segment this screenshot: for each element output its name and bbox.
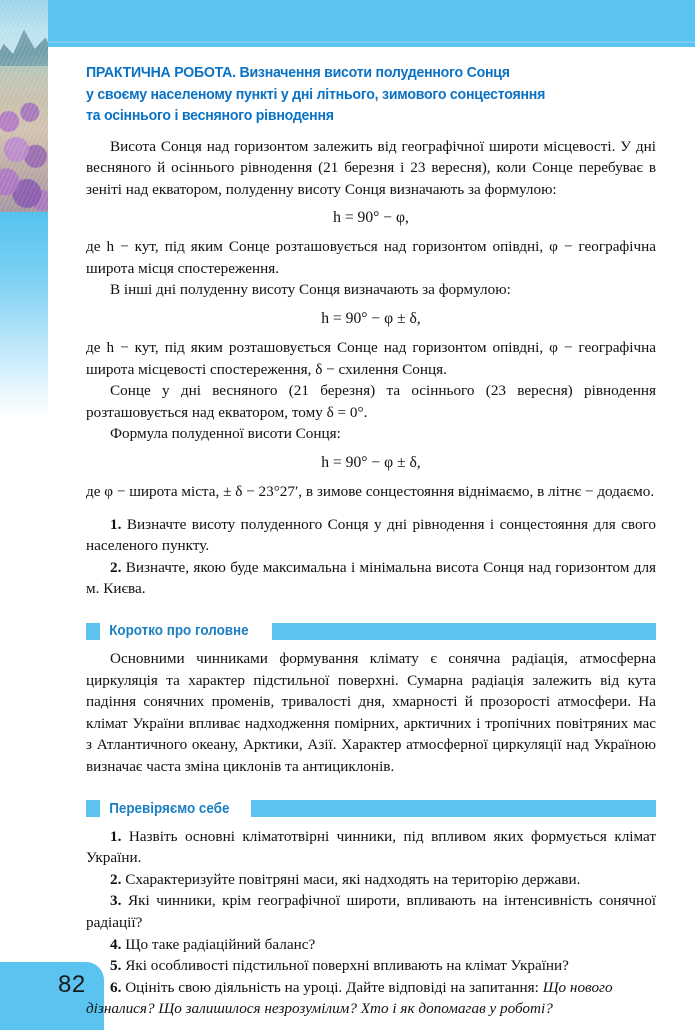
task-text: Визначте висоту полуденного Сонця у дні рівнодення і сонцестояння для свого населеного пункту.: [86, 515, 656, 555]
decorative-photo-strip: [0, 0, 48, 212]
paragraph-3: В інші дні полуденну висоту Сонця визначають за формулою:: [110, 281, 511, 299]
section-header-summary: [86, 622, 656, 640]
question-item: [86, 977, 656, 1020]
task-number: 1.: [110, 515, 122, 533]
question-text: Які особливості підстильної поверхні впливають на клімат України?: [125, 957, 569, 975]
top-banner-accent-line: [0, 41, 695, 43]
section-header-label: Коротко про головне: [109, 623, 249, 639]
task-text: Визначте, якою буде максимальна і мінімальна висота Сонця над горизонтом для м. Києва.: [86, 558, 657, 598]
question-item: [86, 869, 656, 891]
photo-grain-overlay: [0, 0, 48, 212]
section-marker-square: [86, 800, 100, 817]
question-number: 6.: [110, 978, 122, 996]
question-number: 1.: [110, 827, 122, 845]
task-item: [86, 557, 656, 600]
task-list: [86, 514, 656, 600]
section-header-label: Перевіряємо себе: [109, 800, 230, 817]
question-text: Схарактеризуйте повітряні маси, які надходять на територію держави.: [125, 870, 581, 888]
page-number: 82: [58, 971, 86, 998]
question-item: [86, 934, 656, 956]
question-italic-tail: Що нового дізналися? Що залишилося незрозумілим? Хто і як допомагав у роботі?: [86, 978, 613, 1018]
section-marker-square: [86, 623, 100, 640]
practical-work-title-line-1: ПРАКТИЧНА РОБОТА. Визначення висоти полуденного Сонця: [86, 64, 510, 81]
practical-work-title-line-2: у своєму населеному пункті у дні літнього, зимового сонцестояння: [86, 85, 546, 103]
paragraph-4: де h − кут, під яким розташовується Сонце над горизонтом опівдні, φ − географічна широта місцевості спостереження, δ − схилення Сонця.: [86, 339, 656, 378]
formula-equinox: h = 90° − φ,: [333, 209, 409, 227]
paragraph-7: де φ − широта міста, ± δ − 23°27′, в зимове сонцестояння віднімаємо, в літнє − додаємо.: [86, 483, 655, 501]
paragraph-1: Висота Сонця над горизонтом залежить від географічної широти місцевості. У дні весняного й осіннього рівнодення (21 березня і 23 вересня), коли Сонце перебуває в зеніті над екватором, полуденну висоту Сонця визначають за формулою:: [86, 137, 656, 198]
content-column: [86, 50, 656, 1020]
section-header-bar: [272, 623, 656, 640]
question-text: Що таке радіаційний баланс?: [125, 935, 316, 953]
paragraph-6: Формула полуденної висоти Сонця:: [110, 425, 341, 443]
question-number: 3.: [110, 892, 122, 910]
top-banner: [0, 0, 695, 47]
question-text: Назвіть основні кліматотвірні чинники, під впливом яких формується клімат України.: [86, 827, 656, 867]
practical-work-title-line-3: та осіннього і весняного рівнодення: [86, 107, 334, 124]
section-header-bar: [251, 800, 656, 817]
formula-noon-height: h = 90° − φ ± δ,: [321, 454, 421, 472]
question-number: 4.: [110, 935, 122, 953]
section-header-selfcheck: [86, 800, 656, 818]
question-number: 5.: [110, 957, 122, 975]
question-text: Які чинники, крім географічної широти, впливають на інтенсивність сонячної радіації?: [86, 892, 657, 931]
question-text: Оцініть свою діяльність на уроці. Дайте відповіді на запитання:: [125, 978, 543, 996]
question-item: [86, 955, 656, 977]
formula-general: h = 90° − φ ± δ,: [321, 310, 421, 328]
task-number: 2.: [110, 558, 122, 576]
task-item: [86, 514, 656, 557]
question-item: [86, 890, 656, 933]
paragraph-2: де h − кут, під яким Сонце розташовується над горизонтом опівдні, φ − географічна широта місця спостереження.: [86, 238, 656, 277]
question-item: [86, 826, 656, 869]
selfcheck-question-list: [86, 826, 656, 1020]
left-blue-gradient-band: [0, 212, 48, 417]
paragraph-5: Сонце у дні весняного (21 березня) та осіннього (23 вересня) рівнодення розташовується над екватором, тому δ = 0°.: [86, 382, 656, 421]
question-number: 2.: [110, 870, 122, 888]
summary-paragraph: Основними чинниками формування клімату є сонячна радіація, атмосферна циркуляція та характер підстильної поверхні. Сумарна радіація залежить від кута падіння сонячних променів, тривалості дня, хмарності й прозорості атмосфери. На клімат України впливає надходження помірних, арктичних і тропічних повітряних мас з Атлантичного океану, Арктики, Азії. Характер атмосферної циркуляції над Україною визначає часта зміна циклонів та антициклонів.: [86, 650, 656, 775]
practical-work-title: [86, 62, 616, 127]
